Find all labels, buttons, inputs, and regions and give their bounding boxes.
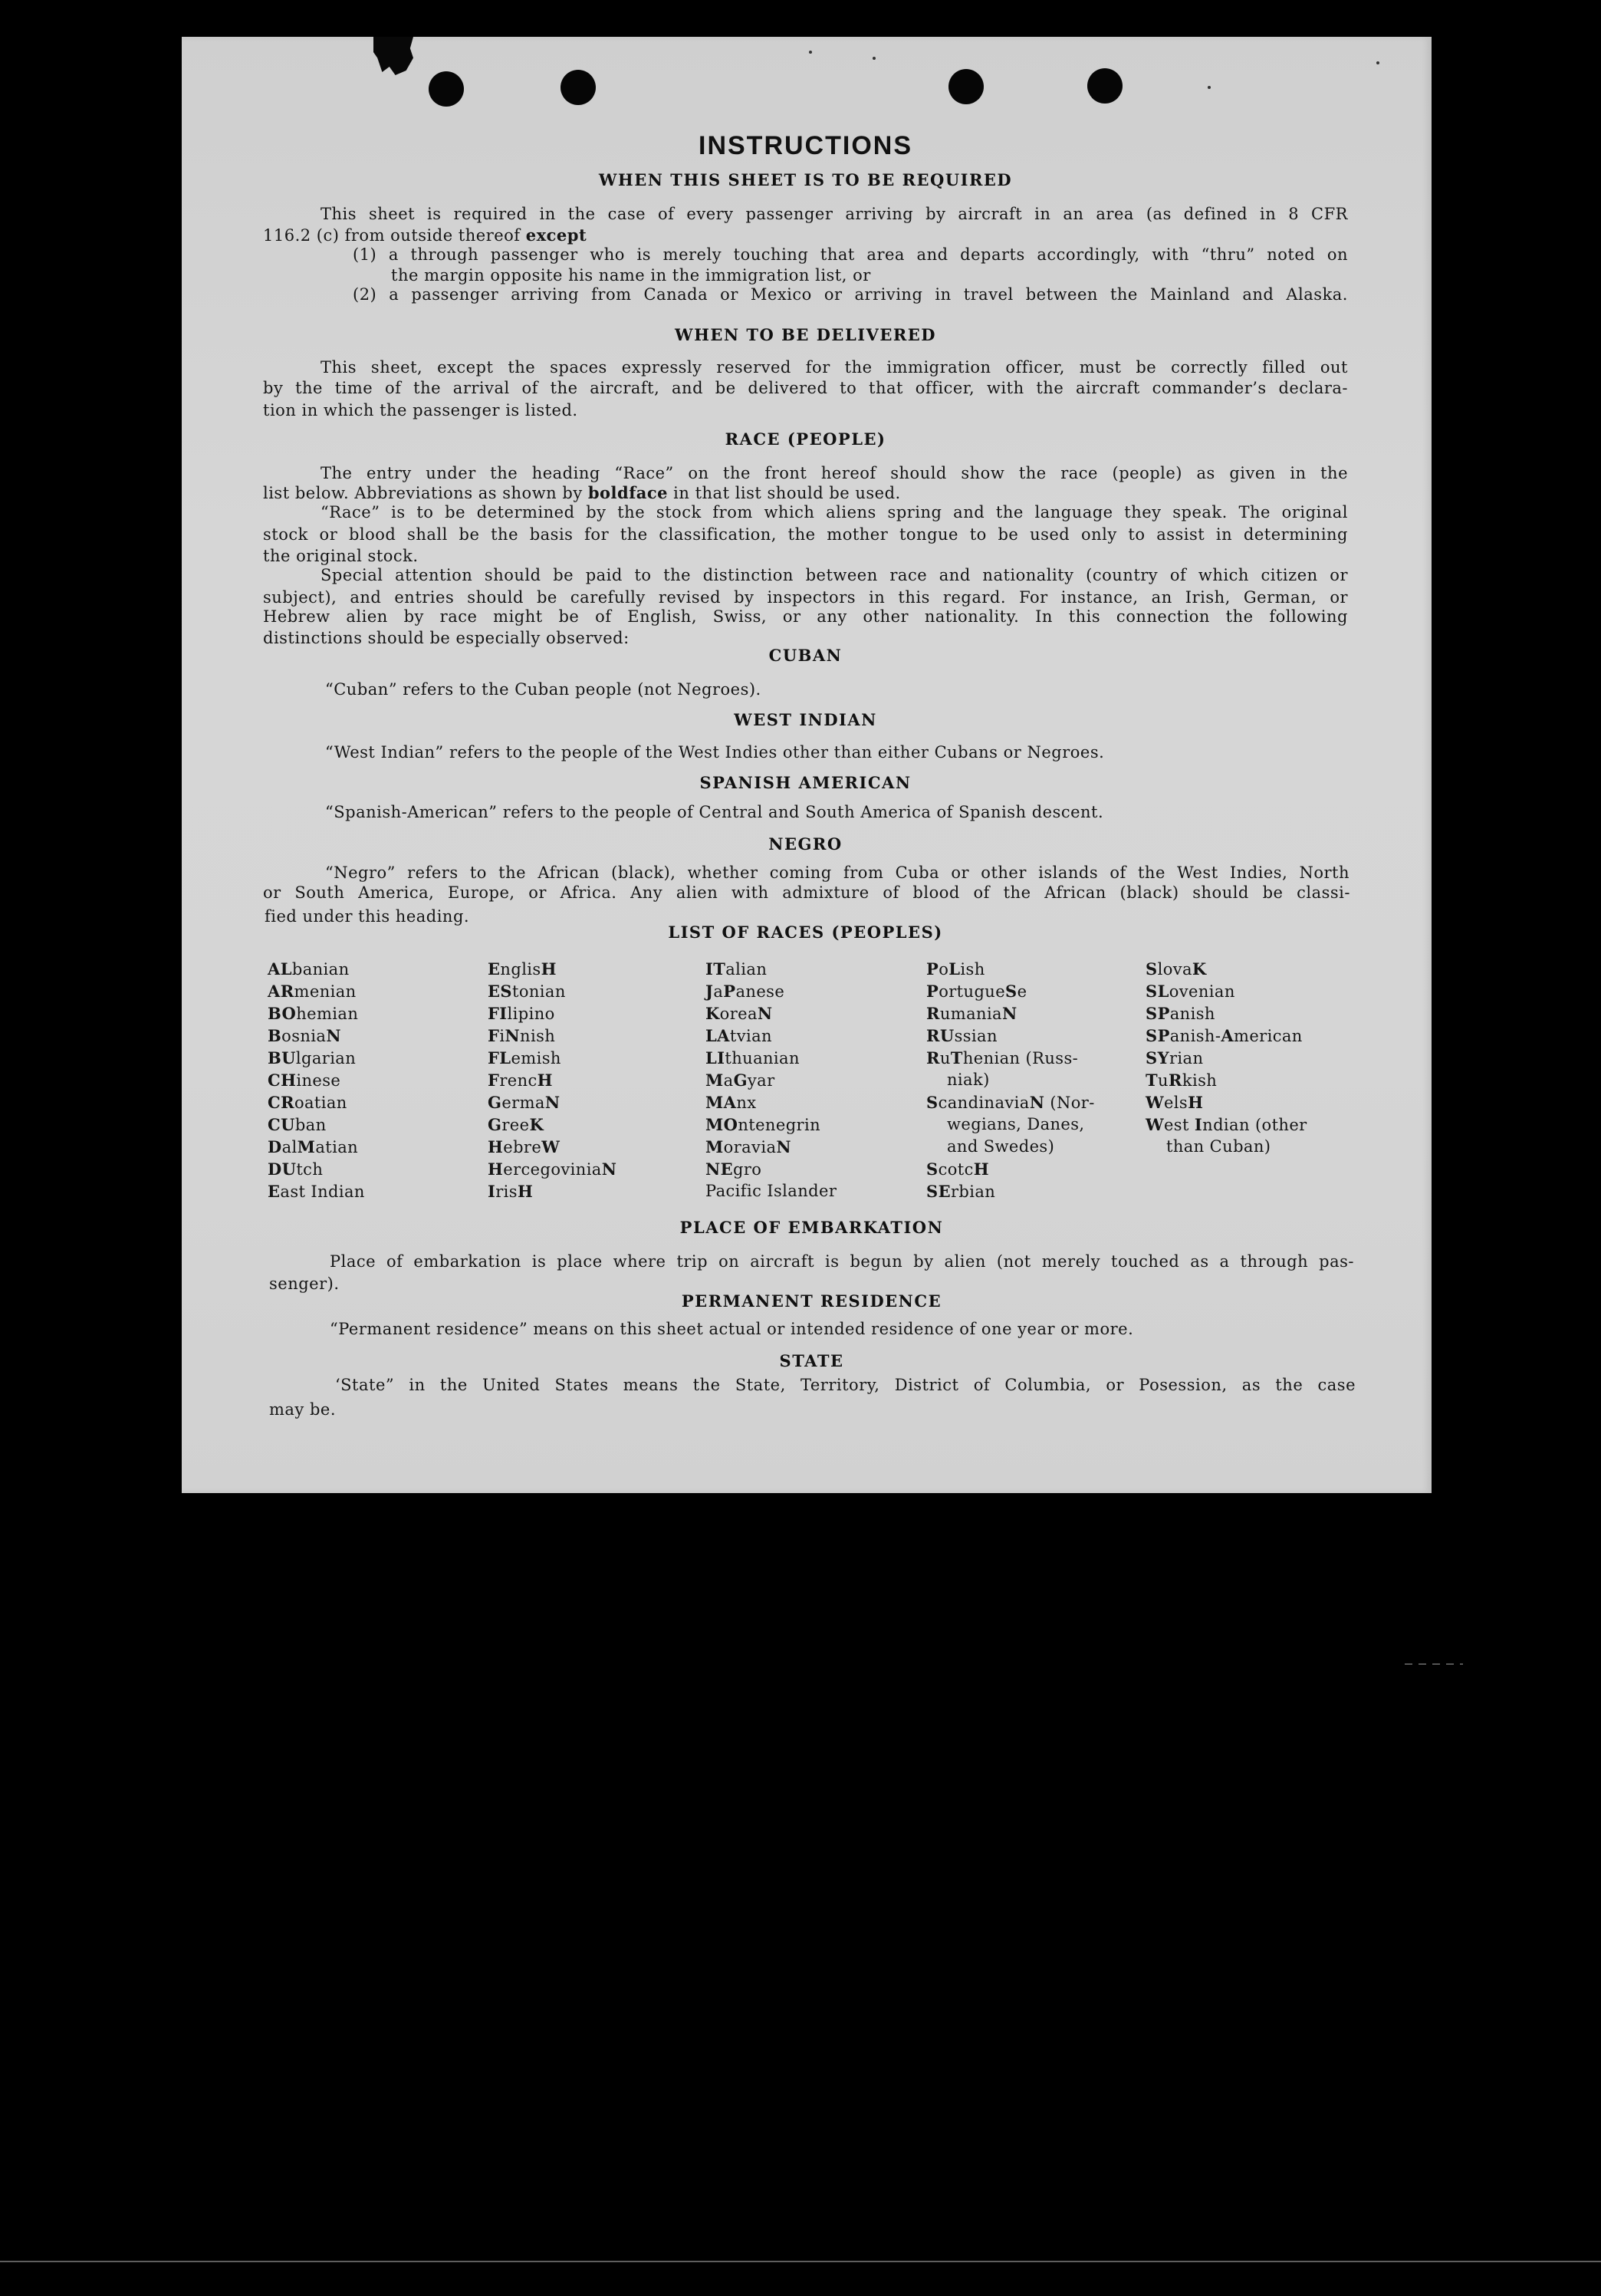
race-abbreviation: H bbox=[488, 1160, 504, 1179]
race-text: tvian bbox=[729, 1027, 772, 1045]
paragraph-line: Hebrew alien by race might be of English, Swiss, or any other nationality. In this connection the following bbox=[263, 607, 1348, 626]
paragraph-line: subject), and entries should be carefully revised by inspectors in this regard. For instance, an Irish, German, or bbox=[263, 588, 1348, 607]
race-text: i bbox=[499, 1027, 505, 1045]
race-abbreviation: MO bbox=[705, 1115, 738, 1134]
race-abbreviation: K bbox=[529, 1115, 544, 1134]
race-text: ish bbox=[960, 960, 985, 979]
race-item bbox=[1146, 1113, 1307, 1136]
section-heading: NEGRO bbox=[768, 834, 843, 854]
race-item bbox=[705, 1002, 837, 1025]
race-abbreviation: S bbox=[926, 1160, 939, 1179]
race-text: gro bbox=[733, 1160, 762, 1179]
race-abbreviation: F bbox=[488, 1026, 500, 1045]
race-abbreviation: NE bbox=[705, 1160, 734, 1179]
race-text: est bbox=[1163, 1116, 1195, 1134]
race-text: a bbox=[723, 1071, 734, 1090]
race-text: orea bbox=[719, 1005, 758, 1023]
race-abbreviation: L bbox=[948, 959, 961, 979]
race-item bbox=[268, 958, 365, 980]
list-item-line: (2) a passenger arriving from Canada or Mexico or arriving in travel between the Mainland and Alaska. bbox=[353, 285, 1348, 304]
race-item bbox=[488, 1091, 616, 1113]
race-text: oatian bbox=[294, 1094, 347, 1112]
section-heading: SPANISH AMERICAN bbox=[699, 773, 912, 792]
race-item bbox=[705, 1113, 837, 1136]
race-abbreviation: CU bbox=[268, 1115, 295, 1134]
race-abbreviation: SL bbox=[1146, 982, 1169, 1001]
race-column bbox=[1146, 958, 1307, 1158]
race-abbreviation: A bbox=[1221, 1026, 1234, 1045]
race-item bbox=[926, 1180, 1095, 1202]
race-text: a bbox=[713, 982, 724, 1001]
race-text: merican bbox=[1234, 1027, 1303, 1045]
race-text: o bbox=[939, 960, 949, 979]
paragraph-line: “West Indian” refers to the people of the West Indies other than either Cubans or Negroes. bbox=[325, 743, 1105, 761]
race-item bbox=[268, 1180, 365, 1202]
race-text: tch bbox=[296, 1160, 324, 1179]
race-text: ree bbox=[501, 1116, 530, 1134]
paragraph-line: “Cuban” refers to the Cuban people (not Negroes). bbox=[325, 680, 761, 699]
paragraph-line: senger). bbox=[269, 1275, 340, 1293]
race-item bbox=[488, 1180, 616, 1202]
race-abbreviation: P bbox=[723, 982, 736, 1001]
scan-speck bbox=[873, 57, 876, 60]
paragraph-line: The entry under the heading “Race” on the front hereof should show the race (people) as given in the bbox=[321, 464, 1348, 482]
race-text: hemian bbox=[296, 1005, 359, 1023]
race-abbreviation: S bbox=[926, 1093, 939, 1112]
race-text: al bbox=[281, 1138, 298, 1156]
race-abbreviation: S bbox=[1005, 982, 1017, 1001]
section-heading: PLACE OF EMBARKATION bbox=[679, 1218, 944, 1237]
race-item bbox=[488, 958, 616, 980]
race-abbreviation: G bbox=[488, 1093, 502, 1112]
race-item bbox=[705, 1069, 837, 1091]
section-heading: STATE bbox=[779, 1351, 844, 1370]
scan-edge-line bbox=[0, 2261, 1601, 2262]
race-abbreviation: F bbox=[488, 1071, 500, 1090]
race-text: ban bbox=[294, 1116, 327, 1134]
race-column bbox=[926, 958, 1095, 1202]
race-text: ssian bbox=[954, 1027, 998, 1045]
race-abbreviation: ES bbox=[488, 982, 512, 1001]
race-abbreviation: DU bbox=[268, 1160, 297, 1179]
race-column bbox=[488, 958, 616, 1202]
race-text: erma bbox=[501, 1094, 545, 1112]
line-text: 116.2 (c) from outside thereof bbox=[263, 226, 526, 245]
scan-speck bbox=[809, 51, 812, 54]
race-abbreviation: W bbox=[1146, 1093, 1164, 1112]
race-abbreviation: M bbox=[705, 1071, 724, 1090]
section-heading: WHEN THIS SHEET IS TO BE REQUIRED bbox=[598, 170, 1013, 189]
race-item bbox=[926, 1025, 1095, 1047]
race-abbreviation: R bbox=[1168, 1071, 1182, 1090]
bold-word: except bbox=[525, 225, 587, 245]
race-item bbox=[1146, 1069, 1307, 1091]
race-item bbox=[926, 1158, 1095, 1180]
race-column bbox=[268, 958, 365, 1202]
paragraph-line: “Negro” refers to the African (black), whether coming from Cuba or other islands of the West Indies, North bbox=[325, 863, 1350, 882]
race-item bbox=[268, 980, 365, 1002]
race-abbreviation: N bbox=[1029, 1093, 1045, 1112]
race-item bbox=[268, 1025, 365, 1047]
race-item bbox=[488, 1002, 616, 1025]
race-text: rbian bbox=[950, 1183, 996, 1201]
line-text: list below. Abbreviations as shown by bbox=[263, 484, 588, 502]
punch-hole bbox=[1087, 68, 1123, 104]
race-text: lova bbox=[1157, 960, 1192, 979]
punch-hole bbox=[429, 71, 464, 107]
race-abbreviation: CR bbox=[268, 1093, 294, 1112]
race-text: els bbox=[1163, 1094, 1188, 1112]
paragraph-line: stock or blood shall be the basis for the classification, the mother tongue to be used only to assist in determining bbox=[263, 525, 1348, 544]
race-text: rian bbox=[1169, 1049, 1204, 1067]
race-text: nish bbox=[520, 1027, 556, 1045]
race-text: ebre bbox=[503, 1138, 542, 1156]
race-text: ast Indian bbox=[280, 1183, 365, 1201]
paragraph-line: This sheet, except the spaces expressly reserved for the immigration officer, must be correctly filled out bbox=[321, 358, 1348, 377]
race-abbreviation: W bbox=[1146, 1115, 1164, 1134]
race-abbreviation: K bbox=[1192, 959, 1207, 979]
race-abbreviation: SP bbox=[1146, 1026, 1170, 1045]
race-abbreviation: SY bbox=[1146, 1048, 1169, 1067]
section-heading: CUBAN bbox=[768, 646, 843, 665]
section-heading: RACE (PEOPLE) bbox=[725, 429, 886, 449]
race-abbreviation: H bbox=[973, 1160, 990, 1179]
race-item bbox=[268, 1069, 365, 1091]
race-item-continuation: and Swedes) bbox=[947, 1137, 1055, 1156]
race-text: (Nor- bbox=[1044, 1094, 1095, 1112]
race-abbreviation: H bbox=[488, 1137, 504, 1156]
race-abbreviation: AR bbox=[268, 982, 294, 1001]
list-item-line: (1) a through passenger who is merely touching that area and departs accordingly, with “thru” noted on bbox=[353, 245, 1348, 264]
race-abbreviation: D bbox=[268, 1137, 282, 1156]
paragraph-line: fied under this heading. bbox=[265, 907, 470, 926]
race-text: anish bbox=[1169, 1005, 1215, 1023]
race-item bbox=[268, 1002, 365, 1025]
race-abbreviation: G bbox=[733, 1071, 748, 1090]
race-text: banian bbox=[291, 960, 350, 979]
race-abbreviation: FI bbox=[488, 1004, 508, 1023]
race-text: ris bbox=[495, 1183, 518, 1201]
race-text: renc bbox=[499, 1071, 538, 1090]
race-abbreviation: M bbox=[297, 1137, 316, 1156]
race-text: atian bbox=[315, 1138, 359, 1156]
race-item bbox=[488, 1047, 616, 1069]
race-abbreviation: N bbox=[601, 1160, 617, 1179]
race-text: umania bbox=[939, 1005, 1002, 1023]
race-abbreviation: R bbox=[926, 1048, 940, 1067]
race-text: menian bbox=[294, 982, 357, 1001]
race-abbreviation: H bbox=[1188, 1093, 1204, 1112]
race-item bbox=[926, 1047, 1095, 1069]
page-title: INSTRUCTIONS bbox=[699, 131, 912, 160]
race-abbreviation: E bbox=[268, 1182, 281, 1201]
paragraph-line: tion in which the passenger is listed. bbox=[263, 401, 578, 419]
race-text: ovenian bbox=[1169, 982, 1235, 1001]
race-abbreviation: N bbox=[776, 1137, 791, 1156]
race-item bbox=[1146, 1025, 1307, 1047]
race-item bbox=[268, 1047, 365, 1069]
race-text: alian bbox=[725, 960, 768, 979]
race-abbreviation: N bbox=[544, 1093, 561, 1112]
race-item bbox=[488, 1025, 616, 1047]
section-heading: LIST OF RACES (PEOPLES) bbox=[668, 923, 943, 942]
race-item bbox=[488, 980, 616, 1002]
paragraph-line: This sheet is required in the case of every passenger arriving by aircraft in an area (as defined in 8 CFR bbox=[321, 205, 1348, 223]
race-text: Pacific Islander bbox=[705, 1182, 837, 1200]
scan-speck bbox=[1376, 61, 1379, 64]
race-text: nx bbox=[736, 1094, 757, 1112]
race-abbreviation: AL bbox=[268, 959, 292, 979]
race-abbreviation: K bbox=[705, 1004, 720, 1023]
race-item bbox=[1146, 1002, 1307, 1025]
race-item bbox=[488, 1113, 616, 1136]
race-abbreviation: N bbox=[505, 1026, 521, 1045]
race-item bbox=[705, 1180, 837, 1202]
race-abbreviation: MA bbox=[705, 1093, 737, 1112]
race-abbreviation: B bbox=[268, 1026, 282, 1045]
race-item bbox=[1146, 1047, 1307, 1069]
race-text: lipino bbox=[507, 1005, 555, 1023]
race-item bbox=[488, 1136, 616, 1158]
race-abbreviation: I bbox=[488, 1182, 496, 1201]
race-abbreviation: LA bbox=[705, 1026, 730, 1045]
race-abbreviation: H bbox=[537, 1071, 553, 1090]
race-item bbox=[488, 1158, 616, 1180]
bold-word: boldface bbox=[587, 483, 668, 502]
race-abbreviation: BO bbox=[268, 1004, 297, 1023]
race-abbreviation: T bbox=[950, 1048, 963, 1067]
race-item bbox=[1146, 1091, 1307, 1113]
section-heading: WHEN TO BE DELIVERED bbox=[674, 325, 936, 344]
race-item-continuation: niak) bbox=[947, 1071, 990, 1089]
race-abbreviation: FL bbox=[488, 1048, 511, 1067]
race-abbreviation: S bbox=[1146, 959, 1158, 979]
race-abbreviation: J bbox=[705, 982, 714, 1001]
race-abbreviation: H bbox=[517, 1182, 534, 1201]
race-item bbox=[705, 1136, 837, 1158]
paragraph-line: “Race” is to be determined by the stock from which aliens spring and the language they speak. The original bbox=[321, 503, 1348, 521]
race-abbreviation: R bbox=[926, 1004, 940, 1023]
race-abbreviation: E bbox=[488, 959, 501, 979]
race-abbreviation: W bbox=[541, 1137, 561, 1156]
race-abbreviation: RU bbox=[926, 1026, 955, 1045]
race-item bbox=[268, 1091, 365, 1113]
race-text: ortugue bbox=[939, 982, 1006, 1001]
race-text: candinavia bbox=[938, 1094, 1030, 1112]
race-item bbox=[268, 1136, 365, 1158]
race-abbreviation: LI bbox=[705, 1048, 725, 1067]
race-abbreviation: BU bbox=[268, 1048, 296, 1067]
paragraph-line bbox=[263, 225, 587, 245]
race-item bbox=[705, 1091, 837, 1113]
race-text: ntenegrin bbox=[738, 1116, 821, 1134]
list-item-line: the margin opposite his name in the immigration list, or bbox=[391, 266, 871, 285]
race-item-continuation: than Cuban) bbox=[1166, 1137, 1271, 1156]
race-text: lgarian bbox=[295, 1049, 357, 1067]
race-text: ndian (other bbox=[1202, 1116, 1307, 1134]
paragraph-line: the original stock. bbox=[263, 547, 419, 565]
race-item bbox=[1146, 958, 1307, 980]
race-item bbox=[705, 980, 837, 1002]
race-item bbox=[268, 1113, 365, 1136]
race-item-continuation: wegians, Danes, bbox=[947, 1115, 1085, 1133]
race-item bbox=[705, 958, 837, 980]
race-item bbox=[926, 980, 1095, 1002]
race-item bbox=[705, 1158, 837, 1180]
race-abbreviation: N bbox=[1001, 1004, 1017, 1023]
race-item bbox=[926, 1002, 1095, 1025]
paragraph-line: Special attention should be paid to the distinction between race and nationality (country of which citizen or bbox=[321, 566, 1348, 584]
paragraph-line: distinctions should be especially observed: bbox=[263, 629, 630, 647]
race-item bbox=[268, 1158, 365, 1180]
punch-hole bbox=[561, 70, 596, 105]
race-text: oravia bbox=[723, 1138, 777, 1156]
race-text: tonian bbox=[511, 982, 566, 1001]
race-abbreviation: IT bbox=[705, 959, 726, 979]
race-text: anese bbox=[735, 982, 785, 1001]
race-text: osnia bbox=[281, 1027, 327, 1045]
race-text: thuanian bbox=[725, 1049, 800, 1067]
paragraph-line: or South America, Europe, or Africa. Any alien with admixture of blood of the African (black) should be classi- bbox=[263, 883, 1350, 902]
race-item bbox=[1146, 980, 1307, 1002]
paragraph-line: may be. bbox=[269, 1400, 337, 1419]
scan-speck bbox=[1208, 86, 1211, 89]
paragraph-line bbox=[263, 483, 901, 503]
race-abbreviation: P bbox=[926, 959, 939, 979]
race-text: anish- bbox=[1169, 1027, 1221, 1045]
section-heading: WEST INDIAN bbox=[734, 710, 877, 729]
paragraph-line: ‘State” in the United States means the State, Territory, District of Columbia, or Posession, as the case bbox=[335, 1376, 1356, 1394]
race-abbreviation: I bbox=[1194, 1115, 1203, 1134]
race-column bbox=[705, 958, 837, 1202]
race-text: yar bbox=[747, 1071, 775, 1090]
race-text: kish bbox=[1182, 1071, 1218, 1090]
race-text: e bbox=[1017, 982, 1027, 1001]
race-abbreviation: CH bbox=[268, 1071, 297, 1090]
race-abbreviation: P bbox=[926, 982, 939, 1001]
race-item bbox=[705, 1025, 837, 1047]
line-text: in that list should be used. bbox=[668, 484, 901, 502]
race-item bbox=[488, 1069, 616, 1091]
race-abbreviation: T bbox=[1146, 1071, 1159, 1090]
paragraph-line: “Permanent residence” means on this sheet actual or intended residence of one year or more. bbox=[330, 1320, 1134, 1338]
paragraph-line: by the time of the arrival of the aircraft, and be delivered to that officer, with the aircraft commander’s declara- bbox=[263, 379, 1348, 397]
race-text: u bbox=[1158, 1071, 1169, 1090]
punch-hole bbox=[948, 69, 984, 104]
section-heading: PERMANENT RESIDENCE bbox=[681, 1291, 942, 1311]
paragraph-line: Place of embarkation is place where trip on aircraft is begun by alien (not merely touched as a through pas- bbox=[330, 1252, 1354, 1271]
race-text: inese bbox=[296, 1071, 341, 1090]
race-abbreviation: SE bbox=[926, 1182, 951, 1201]
race-item bbox=[705, 1047, 837, 1069]
race-abbreviation: N bbox=[757, 1004, 773, 1023]
race-abbreviation: M bbox=[705, 1137, 724, 1156]
race-abbreviation: G bbox=[488, 1115, 502, 1134]
race-text: emish bbox=[511, 1049, 561, 1067]
race-text: ercegovinia bbox=[503, 1160, 602, 1179]
scan-artifact bbox=[1405, 1663, 1463, 1665]
race-text: nglis bbox=[500, 960, 541, 979]
race-text: cotc bbox=[938, 1160, 974, 1179]
race-abbreviation: N bbox=[326, 1026, 341, 1045]
race-item bbox=[926, 958, 1095, 980]
race-text: henian (Russ- bbox=[962, 1049, 1079, 1067]
race-abbreviation: SP bbox=[1146, 1004, 1170, 1023]
race-abbreviation: H bbox=[541, 959, 557, 979]
race-text: u bbox=[939, 1049, 951, 1067]
race-item bbox=[926, 1091, 1095, 1113]
paragraph-line: “Spanish-American” refers to the people of Central and South America of Spanish descent. bbox=[325, 803, 1104, 821]
